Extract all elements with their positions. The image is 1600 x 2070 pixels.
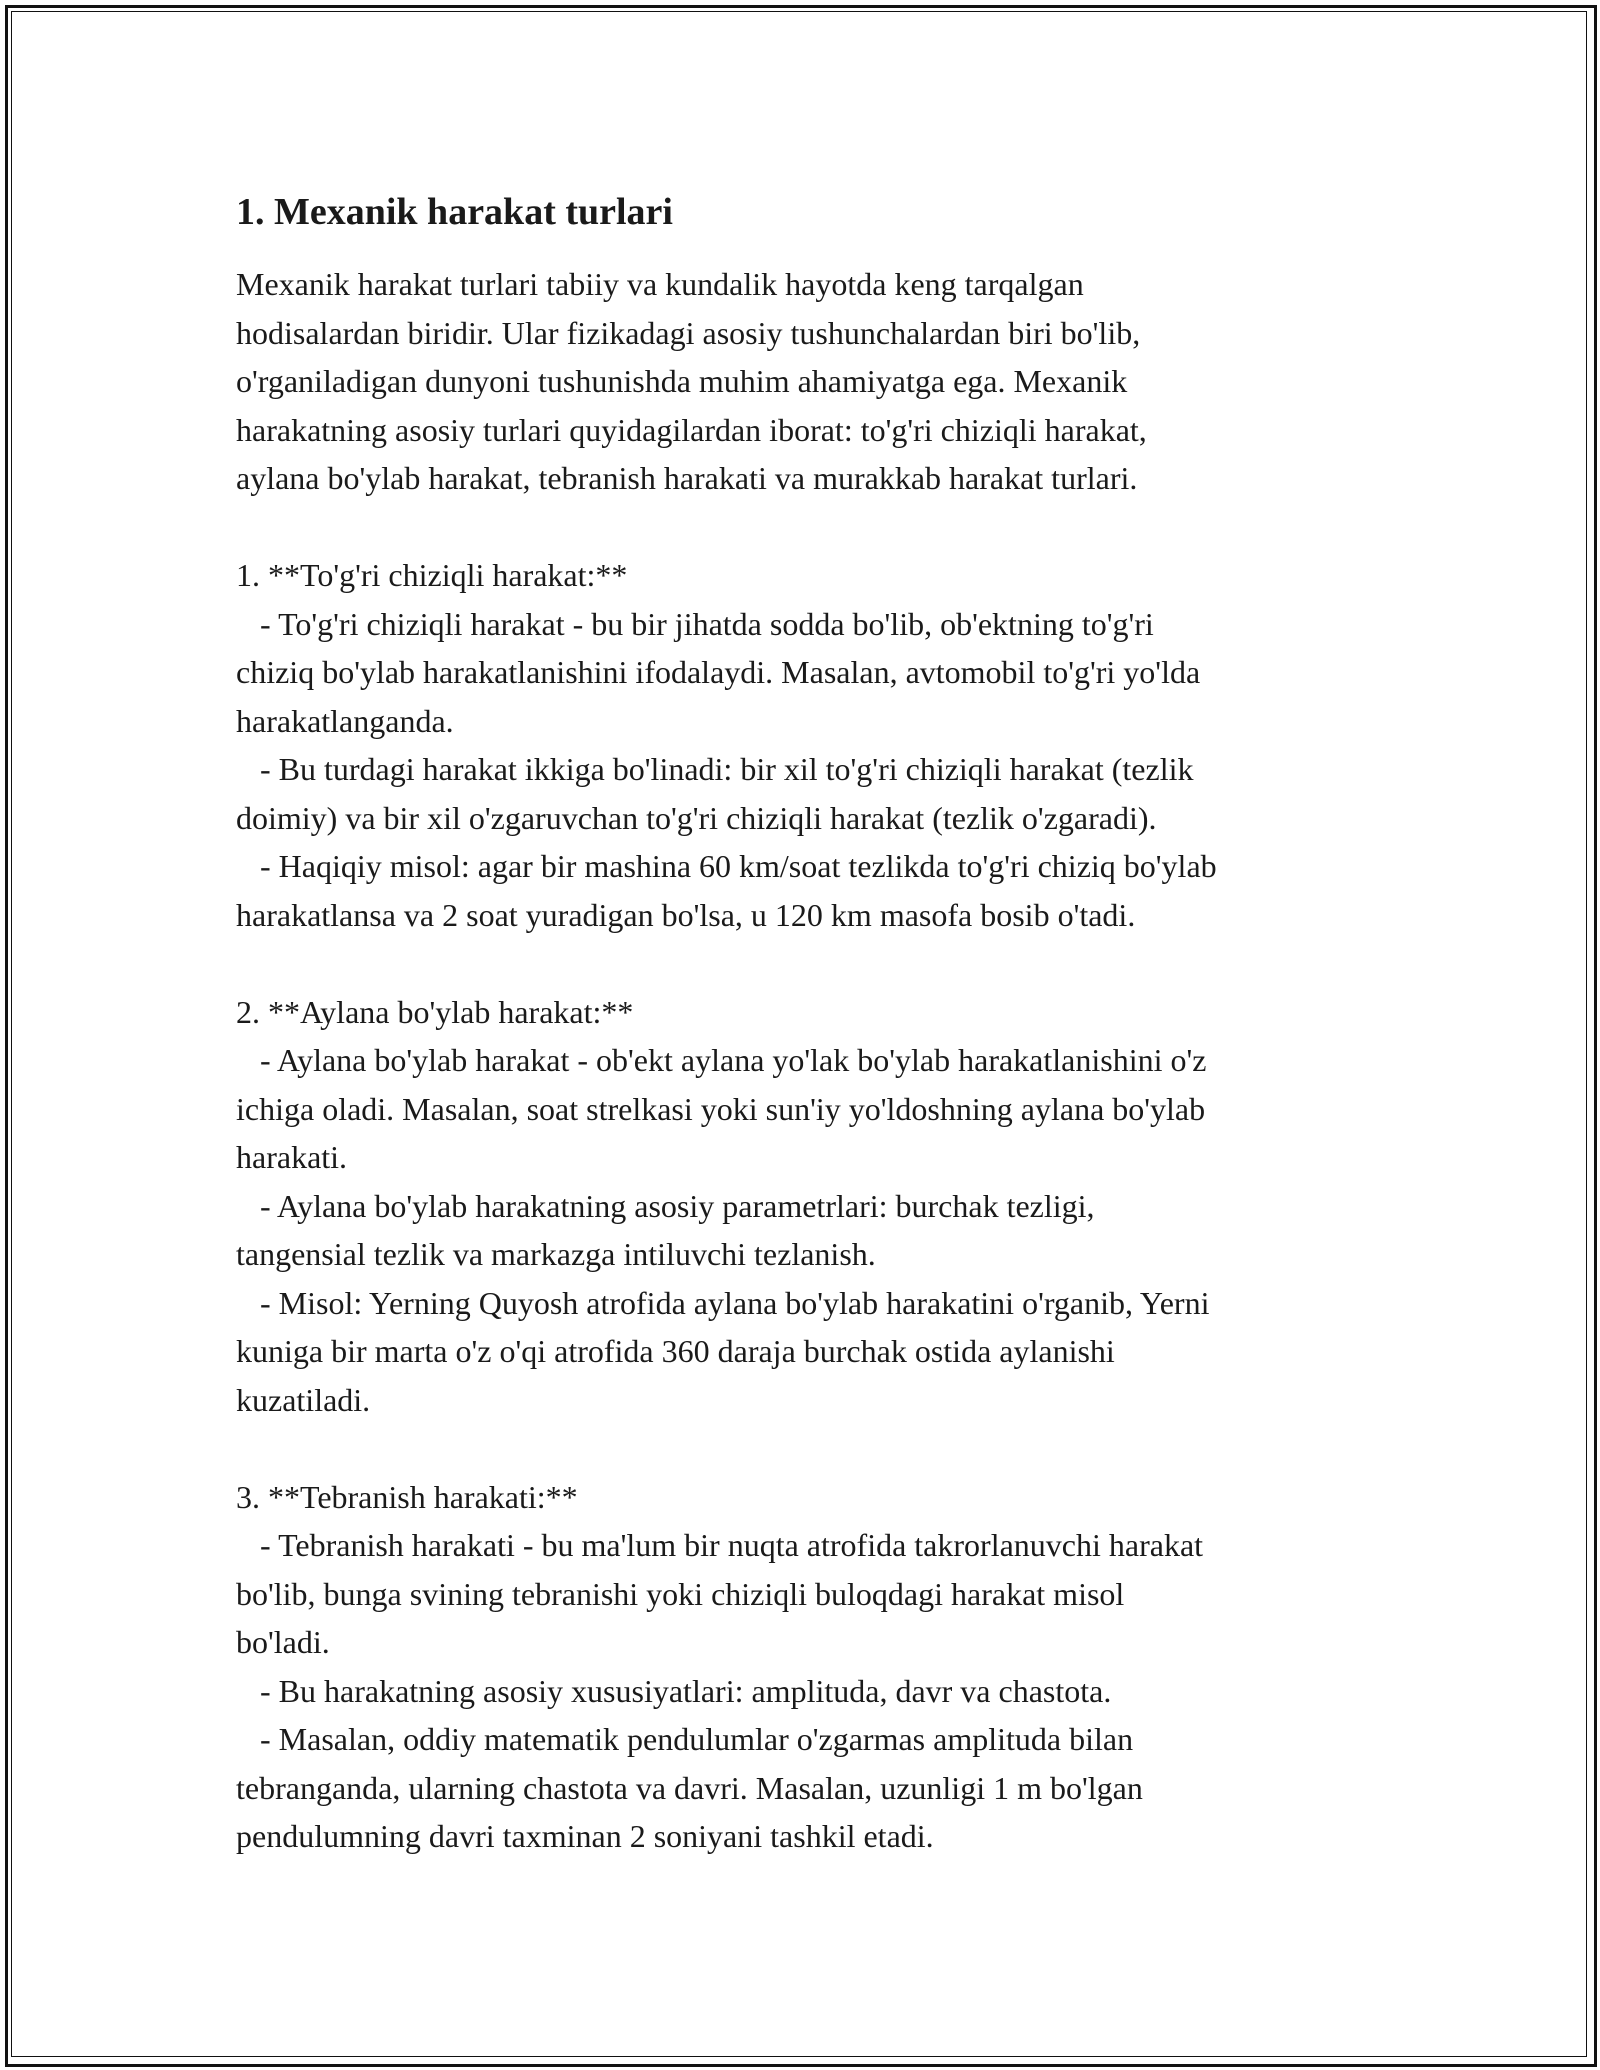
paragraph-gap: [236, 503, 1396, 552]
intro-paragraph: Mexanik harakat turlari tabiiy va kundalik hayotda keng tarqalgan hodisalardan biridir. Ular fizikadagi asosiy tushunchalardan biri bo'lib, o'rganiladigan dunyoni tushunishda muhim ahamiyatga ega. Mexanik harakatning asosiy turlari quyidagilardan iborat: to'g'ri chiziqli harakat, aylana bo'ylab harakat, tebranish harakati va murakkab harakat turlari.: [236, 266, 1147, 496]
section-oscillation-motion: [236, 1473, 1396, 1861]
section-heading: 3. **Tebranish harakati:**: [236, 1478, 578, 1515]
section-circular-motion: [236, 988, 1396, 1425]
document-page: [236, 186, 1396, 1861]
paragraph-gap: [236, 939, 1396, 988]
document-title: 1. Mexanik harakat turlari: [236, 191, 673, 233]
section-body: - To'g'ri chiziqli harakat - bu bir jihatda sodda bo'lib, ob'ektning to'g'ri chiziq bo'ylab harakatlanishini ifodalaydi. Masalan, avtomobil to'g'ri yo'lda harakatlanganda. - Bu turdagi harakat ikkiga bo'linadi: bir xil to'g'ri chiziqli harakat (tezlik doimiy) va bir xil o'zgaruvchan to'g'ri chiziqli harakat (tezlik o'zgaradi). - Haqiqiy misol: agar bir mashina 60 km/soat tezlikda to'g'ri chiziq bo'ylab harakatlansa va 2 soat yuradigan bo'lsa, u 120 km masofa bosib o'tadi.: [236, 605, 1217, 933]
section-body: - Aylana bo'ylab harakat - ob'ekt aylana yo'lak bo'ylab harakatlanishini o'z ichiga oladi. Masalan, soat strelkasi yoki sun'iy yo'ldoshning aylana bo'ylab harakati. - Aylana bo'ylab harakatning asosiy parametrlari: burchak tezligi, tangensial tezlik va markazga intiluvchi tezlanish. - Misol: Yerning Quyosh atrofida aylana bo'ylab harakatini o'rganib, Yerni kuniga bir marta o'z o'qi atrofida 360 daraja burchak ostida aylanishi kuzatiladi.: [236, 1042, 1210, 1418]
section-heading: 2. **Aylana bo'ylab harakat:**: [236, 993, 634, 1030]
section-straight-motion: [236, 551, 1396, 939]
section-body: - Tebranish harakati - bu ma'lum bir nuqta atrofida takrorlanuvchi harakat bo'lib, bunga svining tebranishi yoki chiziqli buloqdagi harakat misol bo'ladi. - Bu harakatning asosiy xususiyatlari: amplituda, davr va chastota. - Masalan, oddiy matematik pendulumlar o'zgarmas amplituda bilan tebranganda, ularning chastota va davri. Masalan, uzunligi 1 m bo'lgan pendulumning davri taxminan 2 soniyani tashkil etadi.: [236, 1527, 1204, 1854]
section-heading: 1. **To'g'ri chiziqli harakat:**: [236, 557, 628, 593]
paragraph-gap: [236, 1424, 1396, 1473]
